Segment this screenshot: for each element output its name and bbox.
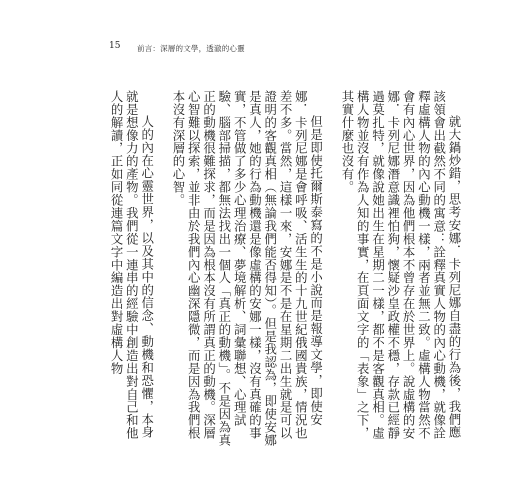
body-text — [109, 90, 462, 450]
running-header: 前言：深層的文學，透澈的心靈 — [137, 44, 245, 53]
paragraph-1: 就大鍋炒錯，思考安娜．卡列尼娜自盡的行為後，我們應該領會出截然不同的寓意：詮釋真實人物的內心動機，就像詮釋虛構人物的內心動機一樣，兩者並無二致。虛構人物當然不會有內心世界，因為他們根本不曾存在於世界上。說虛構的安娜．卡列尼娜潛意識裡怕狗，懷疑沙皇政權不穩，存款已經靜過莫扎特，就像說她出生在星期二一樣，都不是客觀真相。虛構人物並沒有作為人知的事實，在頁面文字的「表象」之下，其實什麼也沒有。 — [339, 90, 462, 440]
paragraph-2: 但是即使托爾斯泰寫的不是小說而是報導文學，即使安娜．卡列尼娜是會呼吸、活生生的十九世紀俄國貴族，情況也差不多。當然，這樣一來，安娜是不是在星期二出生就是可以證明的客觀真相（無論我們能否得知）。但是我認為，即使安娜是真人，她的行為動機還是像虛構的安娜一樣，沒有真確的事實，不管做了多少心理治療、夢境解析、詞彙聯想、心理試驗、腦部掃描，都無法找出一個人「真正的動機」。不是因為真正的動機很難探求，而是因為根本沒有所謂真正的動機。深層心智難以探索，並非由於我們內心幽深隱微，而是因為我們根本沒有深層的心智。 — [170, 90, 324, 447]
paragraph-3: 人的內在心靈世界，以及其中的信念、動機和恐懼，本身就是想像力的產物。我們從一連串的經驗中創造出對自己和他人的解讀，正如同從連篇文字中編造出對虛構人物 — [109, 90, 155, 440]
page-number: 15 — [109, 41, 121, 51]
